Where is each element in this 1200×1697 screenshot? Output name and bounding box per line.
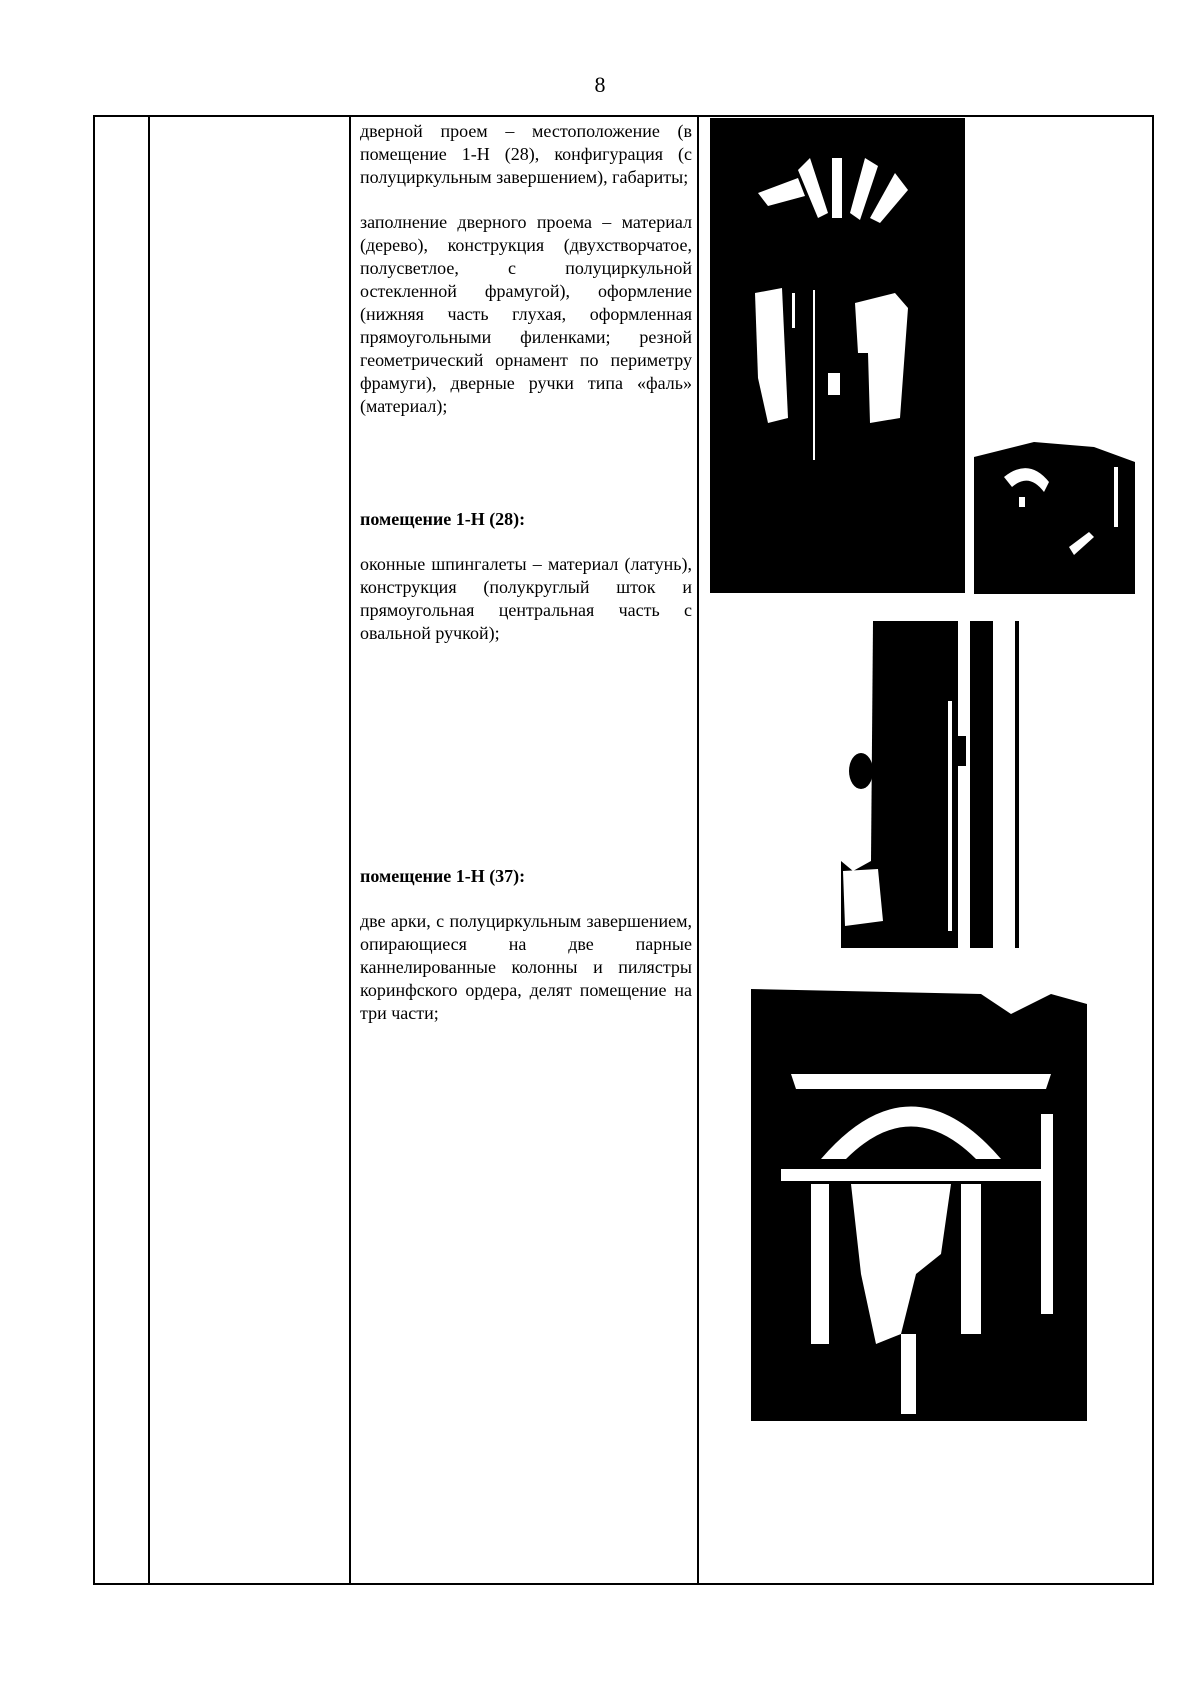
- column-divider-1: [148, 117, 150, 1583]
- room-heading-37: помещение 1-Н (37):: [360, 866, 526, 886]
- column-divider-2: [349, 117, 351, 1583]
- arches-text: две арки, с полуциркульным завершением, опирающиеся на две парные каннелированные колонны и пилястры коринфского ордера, делят помещение на три части;: [360, 911, 692, 1023]
- page-number: 8: [594, 72, 606, 97]
- description-column: [360, 120, 692, 1025]
- door-handle-photo: [974, 437, 1135, 594]
- room-heading-28: помещение 1-Н (28):: [360, 509, 526, 529]
- window-latches-text: оконные шпингалеты – материал (латунь), конструкция (полукруглый шток и прямоугольная центральная часть с овальной ручкой);: [360, 554, 692, 643]
- column-divider-3: [697, 117, 699, 1583]
- arches-photo: [751, 974, 1087, 1421]
- window-latch-photo: [823, 621, 1019, 948]
- door-photo: [710, 118, 965, 593]
- door-opening-text: дверной проем – местоположение (в помещение 1-Н (28), конфигурация (с полуциркульным завершением), габариты;: [360, 121, 692, 187]
- door-filling-text: заполнение дверного проема – материал (дерево), конструкция (двухстворчатое, полусветлое, с полуциркульной остекленной фрамугой), оформление (нижняя часть глухая, оформленная прямоугольными филенками; резной геометрический орнамент по периметру фрамуги), дверные ручки типа «фаль» (материал);: [360, 212, 692, 416]
